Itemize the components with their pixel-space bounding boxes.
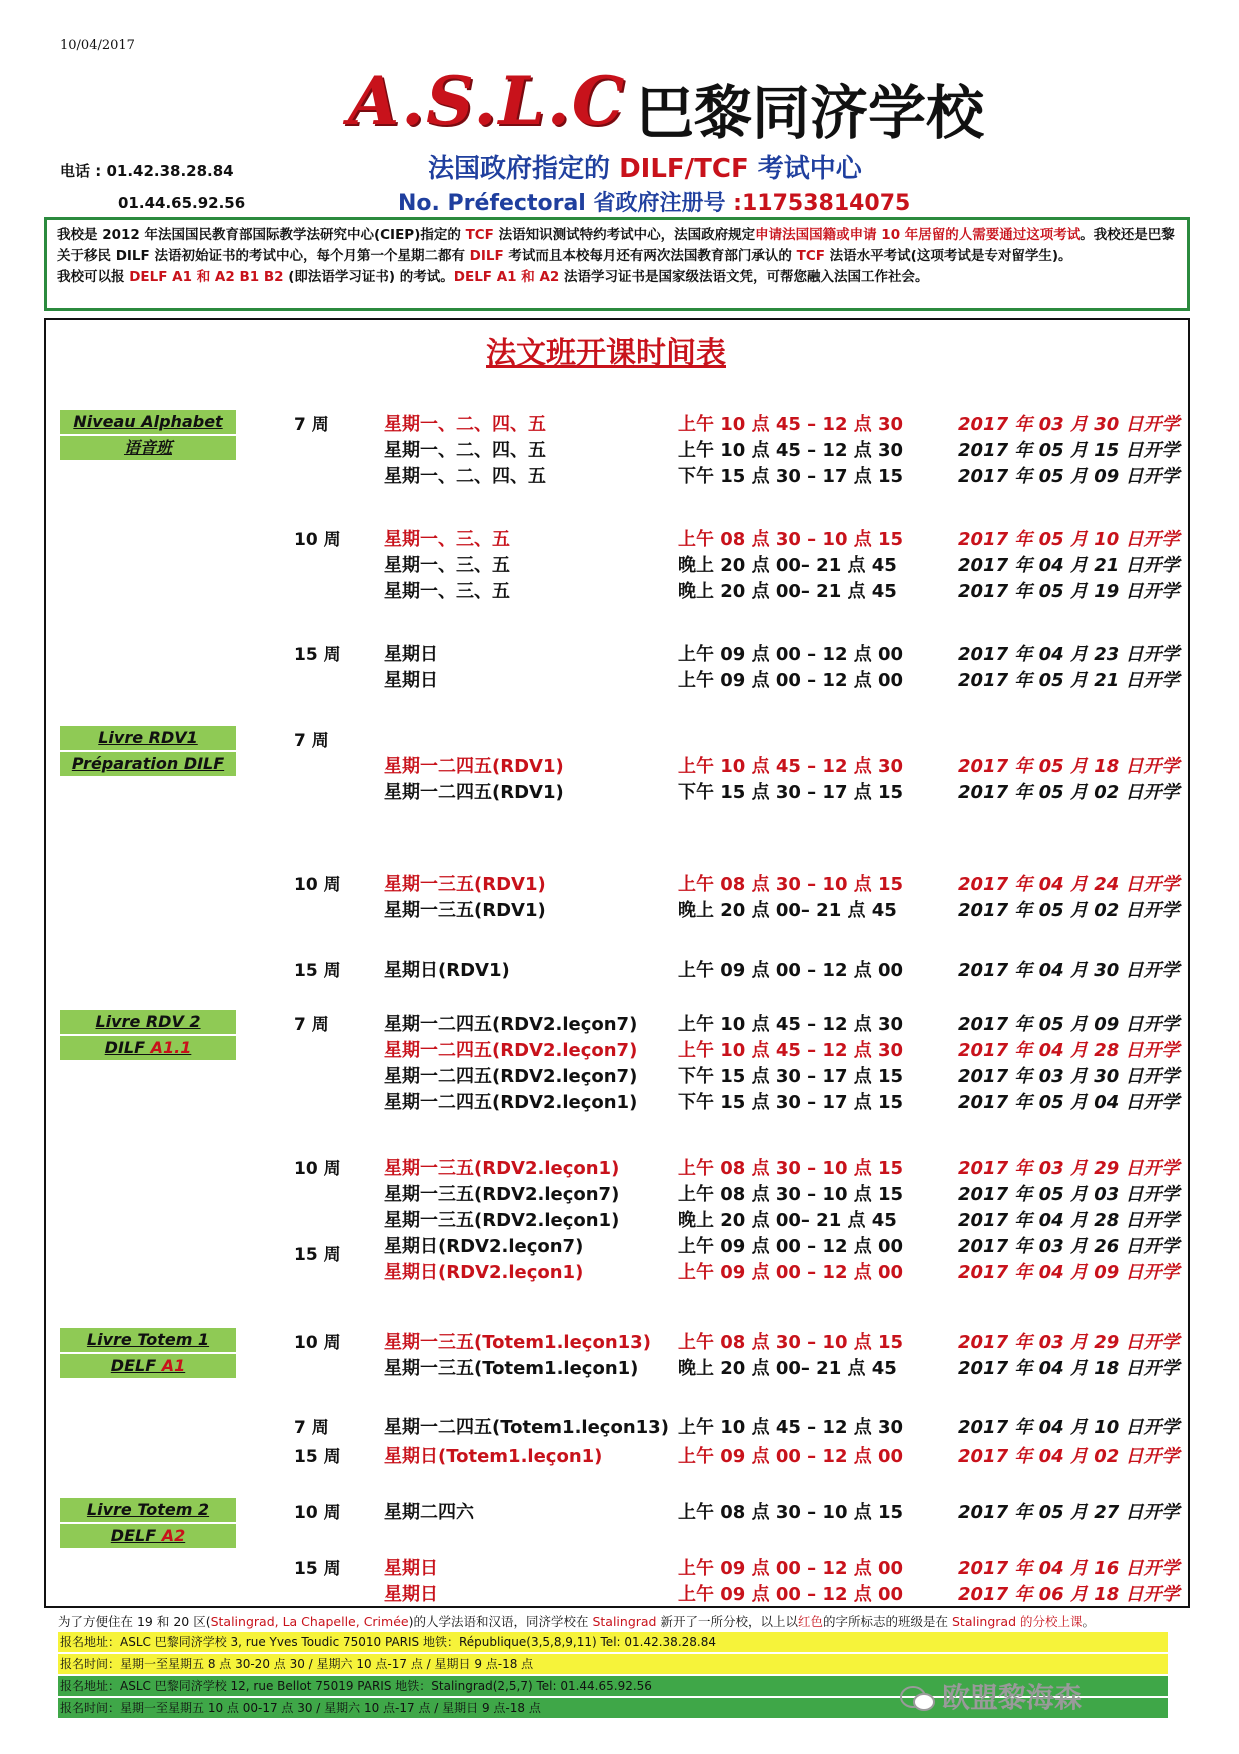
note-text: 的字所标志的班级是在 — [823, 1614, 952, 1629]
row-time: 上午 09 点 00 – 12 点 00 — [678, 960, 904, 981]
schedule-title: 法文班开课时间表 — [486, 336, 726, 371]
row-day: 星期一、三、五 — [384, 529, 510, 550]
schedule-row — [46, 1413, 1192, 1441]
row-start: 2017 年 03 月 30 日开学 — [958, 1066, 1180, 1087]
hours-bar-branch: 报名时间：星期一至星期五 10 点 00-17 点 30 / 星期六 10 点-17 点 / 星期日 9 点-18 点 — [58, 1698, 1168, 1718]
info-text: 法语水平考试(这项考试是专对留学生)。 — [824, 248, 1072, 264]
row-start: 2017 年 04 月 02 日开学 — [958, 1446, 1180, 1467]
week-count: 15 周 — [294, 1559, 341, 1579]
row-time: 晚上 20 点 00– 21 点 45 — [678, 1210, 897, 1231]
row-time: 下午 15 点 30 – 17 点 15 — [678, 782, 904, 803]
row-time: 上午 10 点 45 – 12 点 30 — [678, 440, 904, 461]
row-day: 星期一二四五(RDV2.leçon7) — [384, 1066, 638, 1087]
row-start: 2017 年 05 月 18 日开学 — [958, 756, 1180, 777]
row-day: 星期日(RDV2.leçon1) — [384, 1262, 584, 1283]
schedule-row — [46, 410, 1192, 438]
course-sublabel-text: Préparation DILF — [71, 754, 225, 773]
row-day: 星期日(RDV2.leçon7) — [384, 1236, 584, 1257]
schedule-row — [46, 870, 1192, 898]
row-time: 下午 15 点 30 – 17 点 15 — [678, 1066, 904, 1087]
row-day: 星期一二四五(RDV2.leçon7) — [384, 1040, 638, 1061]
schedule-row — [46, 666, 1192, 694]
course-sublabel-text: DELF — [110, 1356, 162, 1375]
info-text: 我校可以报 — [57, 269, 130, 285]
row-day: 星期一、二、四、五 — [384, 440, 546, 461]
info-text: 。我校还是巴黎关于移民 DILF 法语初始证书的考试中心，每个月第一个星期二都有 — [57, 227, 1175, 264]
prefectoral-number — [398, 186, 910, 217]
course-label: Livre Totem 2 — [60, 1498, 236, 1522]
exam-center-text-2: DILF/TCF — [619, 154, 749, 184]
row-day: 星期一、二、四、五 — [384, 414, 546, 435]
schedule-row — [46, 1328, 1192, 1356]
row-time: 下午 15 点 30 – 17 点 15 — [678, 466, 904, 487]
row-day: 星期一、三、五 — [384, 581, 510, 602]
course-label: Livre Totem 1 — [60, 1328, 236, 1352]
row-start: 2017 年 05 月 15 日开学 — [958, 440, 1180, 461]
info-text: 申请法国国籍或申请 10 年居留的人需要通过这项考试 — [755, 227, 1081, 243]
row-start: 2017 年 05 月 09 日开学 — [958, 1014, 1180, 1035]
row-time: 晚上 20 点 00– 21 点 45 — [678, 581, 897, 602]
schedule-row — [46, 1010, 1192, 1038]
schedule-row — [46, 1442, 1192, 1470]
course-sublabel-text: 语音班 — [123, 438, 172, 457]
info-text: TCF — [796, 248, 825, 264]
row-start: 2017 年 04 月 30 日开学 — [958, 960, 1180, 981]
watermark-text: 欧盟黎海森 — [942, 1681, 1083, 1714]
row-start: 2017 年 04 月 24 日开学 — [958, 874, 1180, 895]
schedule-row — [46, 1036, 1192, 1064]
row-day: 星期一三五(RDV1) — [384, 874, 546, 895]
row-start: 2017 年 05 月 03 日开学 — [958, 1184, 1180, 1205]
schedule-row — [46, 1206, 1192, 1234]
course-sublabel-level: A2 — [161, 1526, 186, 1545]
row-time: 晚上 20 点 00– 21 点 45 — [678, 555, 897, 576]
row-day: 星期一、三、五 — [384, 555, 510, 576]
week-count: 15 周 — [294, 645, 341, 665]
row-start: 2017 年 03 月 29 日开学 — [958, 1332, 1180, 1353]
row-time: 下午 15 点 30 – 17 点 15 — [678, 1092, 904, 1113]
row-start: 2017 年 04 月 28 日开学 — [958, 1210, 1180, 1231]
row-time: 上午 10 点 45 – 12 点 30 — [678, 1417, 904, 1438]
row-time: 上午 10 点 45 – 12 点 30 — [678, 756, 904, 777]
row-time: 上午 08 点 30 – 10 点 15 — [678, 874, 904, 895]
schedule-row — [46, 1498, 1192, 1526]
row-start: 2017 年 03 月 30 日开学 — [958, 414, 1180, 435]
branch-note — [58, 1612, 1095, 1630]
wechat-icon — [900, 1685, 936, 1713]
week-count: 10 周 — [294, 1333, 341, 1353]
row-day: 星期一二四五(RDV2.leçon7) — [384, 1014, 638, 1035]
row-time: 晚上 20 点 00– 21 点 45 — [678, 900, 897, 921]
row-start: 2017 年 05 月 19 日开学 — [958, 581, 1180, 602]
row-day: 星期日 — [384, 670, 438, 691]
row-time: 上午 09 点 00 – 12 点 00 — [678, 644, 904, 665]
row-start: 2017 年 04 月 16 日开学 — [958, 1558, 1180, 1579]
row-day: 星期一三五(RDV2.leçon1) — [384, 1210, 620, 1231]
info-text: 法语知识测试特约考试中心，法国政府规定 — [493, 227, 756, 243]
course-sublabel — [60, 1524, 236, 1548]
phone-number-1: 电话 : 01.42.38.28.84 — [60, 162, 234, 180]
course-label: Livre RDV 2 — [60, 1010, 236, 1034]
week-count: 10 周 — [294, 1159, 341, 1179]
exam-center-text-1: 法国政府指定的 — [428, 154, 620, 184]
phone-number-2: 01.44.65.92.56 — [118, 194, 246, 212]
schedule-row — [46, 956, 1192, 984]
row-start: 2017 年 04 月 10 日开学 — [958, 1417, 1180, 1438]
hours-bar-main: 报名时间：星期一至星期五 8 点 30-20 点 30 / 星期六 10 点-17 点 / 星期日 9 点-18 点 — [58, 1654, 1168, 1674]
info-box — [44, 217, 1190, 311]
schedule-row — [46, 462, 1192, 490]
week-count: 10 周 — [294, 530, 341, 550]
week-count: 7 周 — [294, 731, 329, 751]
row-start: 2017 年 04 月 18 日开学 — [958, 1358, 1180, 1379]
row-time: 晚上 20 点 00– 21 点 45 — [678, 1358, 897, 1379]
row-day: 星期日 — [384, 1584, 438, 1605]
row-start: 2017 年 05 月 04 日开学 — [958, 1092, 1180, 1113]
row-time: 上午 09 点 00 – 12 点 00 — [678, 1262, 904, 1283]
week-count: 10 周 — [294, 1503, 341, 1523]
info-text: TCF — [465, 227, 494, 243]
note-text: 红色 — [797, 1614, 823, 1629]
row-day: 星期二四六 — [384, 1502, 474, 1523]
watermark — [900, 1676, 1082, 1716]
row-time: 上午 09 点 00 – 12 点 00 — [678, 1446, 904, 1467]
note-text: 为了方便住在 19 和 20 区( — [58, 1614, 211, 1629]
row-start: 2017 年 04 月 21 日开学 — [958, 555, 1180, 576]
week-count: 7 周 — [294, 415, 329, 435]
schedule-row — [46, 1554, 1192, 1582]
row-start: 2017 年 04 月 23 日开学 — [958, 644, 1180, 665]
course-sublabel-text: DELF — [110, 1526, 162, 1545]
week-count: 7 周 — [294, 1015, 329, 1035]
info-paragraph-1 — [57, 225, 1177, 267]
row-time: 上午 09 点 00 – 12 点 00 — [678, 670, 904, 691]
row-time: 上午 09 点 00 – 12 点 00 — [678, 1558, 904, 1579]
row-day: 星期一、二、四、五 — [384, 466, 546, 487]
row-time: 上午 08 点 30 – 10 点 15 — [678, 529, 904, 550]
row-start: 2017 年 03 月 29 日开学 — [958, 1158, 1180, 1179]
schedule-row — [46, 525, 1192, 553]
schedule-row — [46, 1232, 1192, 1260]
schedule-row — [46, 1354, 1192, 1382]
schedule-row — [46, 1580, 1192, 1608]
row-time: 上午 09 点 00 – 12 点 00 — [678, 1236, 904, 1257]
row-start: 2017 年 06 月 18 日开学 — [958, 1584, 1180, 1605]
row-start: 2017 年 03 月 26 日开学 — [958, 1236, 1180, 1257]
row-day: 星期一三五(RDV2.leçon1) — [384, 1158, 620, 1179]
info-text: 法语学习证书是国家级法语文凭，可帮您融入法国工作社会。 — [559, 269, 929, 285]
row-start: 2017 年 05 月 02 日开学 — [958, 900, 1180, 921]
note-text: Stalingrad 的分校上课 — [951, 1614, 1083, 1629]
schedule-row — [46, 1062, 1192, 1090]
week-count: 7 周 — [294, 1418, 329, 1438]
schedule-row — [46, 1180, 1192, 1208]
row-day: 星期一三五(RDV1) — [384, 900, 546, 921]
course-sublabel-level: A1.1 — [150, 1038, 192, 1057]
address-bar-main: 报名地址：ASLC 巴黎同济学校 3, rue Yves Toudic 75010 PARIS 地铁：République(3,5,8,9,11) Tel: 01.42.38.28.84 — [58, 1632, 1168, 1652]
schedule-row — [46, 1154, 1192, 1182]
note-text: Stalingrad, La Chapelle, Crimée — [210, 1614, 409, 1629]
row-time: 上午 08 点 30 – 10 点 15 — [678, 1158, 904, 1179]
row-day: 星期一二四五(RDV2.leçon1) — [384, 1092, 638, 1113]
row-start: 2017 年 05 月 27 日开学 — [958, 1502, 1180, 1523]
week-count: 15 周 — [294, 1447, 341, 1467]
info-text: 考试而且本校每月还有两次法国教育部门承认的 — [503, 248, 797, 264]
note-text: Stalingrad — [592, 1614, 657, 1629]
row-day: 星期一三五(Totem1.leçon1) — [384, 1358, 639, 1379]
row-start: 2017 年 05 月 10 日开学 — [958, 529, 1180, 550]
school-name: 巴黎同济学校 — [636, 79, 985, 147]
row-time: 上午 08 点 30 – 10 点 15 — [678, 1332, 904, 1353]
prefectoral-label: No. Préfectoral 省政府注册号 — [398, 191, 734, 216]
schedule-row — [46, 1088, 1192, 1116]
document-date: 10/04/2017 — [60, 38, 135, 53]
exam-center-text-3: 考试中心 — [748, 154, 862, 184]
row-time: 上午 10 点 45 – 12 点 30 — [678, 1040, 904, 1061]
row-day: 星期一二四五(Totem1.leçon13) — [384, 1417, 669, 1438]
schedule-row — [46, 640, 1192, 668]
row-day: 星期日(Totem1.leçon1) — [384, 1446, 603, 1467]
week-count: 10 周 — [294, 875, 341, 895]
course-sublabel-level: A1 — [161, 1356, 186, 1375]
aslc-logo: A.S.L.C — [348, 62, 627, 140]
row-time: 上午 10 点 45 – 12 点 30 — [678, 414, 904, 435]
schedule-row — [46, 551, 1192, 579]
week-count: 15 周 — [294, 961, 341, 981]
row-time: 上午 09 点 00 – 12 点 00 — [678, 1584, 904, 1605]
info-paragraph-2 — [57, 267, 1177, 288]
address-bar-branch: 报名地址：ASLC 巴黎同济学校 12, rue Bellot 75019 PARIS 地铁：Stalingrad(2,5,7) Tel: 01.44.65.92.56 — [58, 1676, 1168, 1696]
note-text: 。 — [1082, 1614, 1096, 1629]
info-text: DELF A1 和 A2 — [453, 269, 560, 285]
schedule-row — [46, 436, 1192, 464]
row-start: 2017 年 05 月 02 日开学 — [958, 782, 1180, 803]
info-text: (即法语学习证书) 的考试。 — [283, 269, 454, 285]
schedule-row — [46, 778, 1192, 806]
info-text: 我校是 2012 年法国国民教育部国际教学法研究中心(CIEP)指定的 — [57, 227, 466, 243]
schedule-row — [46, 577, 1192, 605]
row-day: 星期一二四五(RDV1) — [384, 756, 564, 777]
note-text: )的人学法语和汉语，同济学校在 — [408, 1614, 593, 1629]
row-start: 2017 年 04 月 28 日开学 — [958, 1040, 1180, 1061]
row-day: 星期一三五(Totem1.leçon13) — [384, 1332, 651, 1353]
info-text: DELF A1 和 A2 B1 B2 — [129, 269, 284, 285]
row-start: 2017 年 05 月 09 日开学 — [958, 466, 1180, 487]
exam-center-title — [428, 148, 862, 185]
schedule-row — [46, 1258, 1192, 1286]
course-label: Niveau Alphabet — [60, 410, 236, 434]
course-label: Livre RDV1 — [60, 726, 236, 750]
prefectoral-value: :11753814075 — [733, 191, 911, 216]
row-day: 星期一三五(RDV2.leçon7) — [384, 1184, 620, 1205]
week-count: 15 周 — [294, 1245, 341, 1265]
row-time: 上午 10 点 45 – 12 点 30 — [678, 1014, 904, 1035]
schedule-row — [46, 752, 1192, 780]
class-schedule — [44, 318, 1190, 1608]
row-start: 2017 年 04 月 09 日开学 — [958, 1262, 1180, 1283]
course-sublabel-text: DILF — [104, 1038, 151, 1057]
row-time: 上午 08 点 30 – 10 点 15 — [678, 1502, 904, 1523]
row-day: 星期日(RDV1) — [384, 960, 510, 981]
note-text: 新开了一所分校，以上以 — [656, 1614, 798, 1629]
row-start: 2017 年 05 月 21 日开学 — [958, 670, 1180, 691]
row-day: 星期日 — [384, 644, 438, 665]
row-day: 星期一二四五(RDV1) — [384, 782, 564, 803]
row-time: 上午 08 点 30 – 10 点 15 — [678, 1184, 904, 1205]
schedule-row — [46, 896, 1192, 924]
row-day: 星期日 — [384, 1558, 438, 1579]
info-text: DILF — [469, 248, 504, 264]
